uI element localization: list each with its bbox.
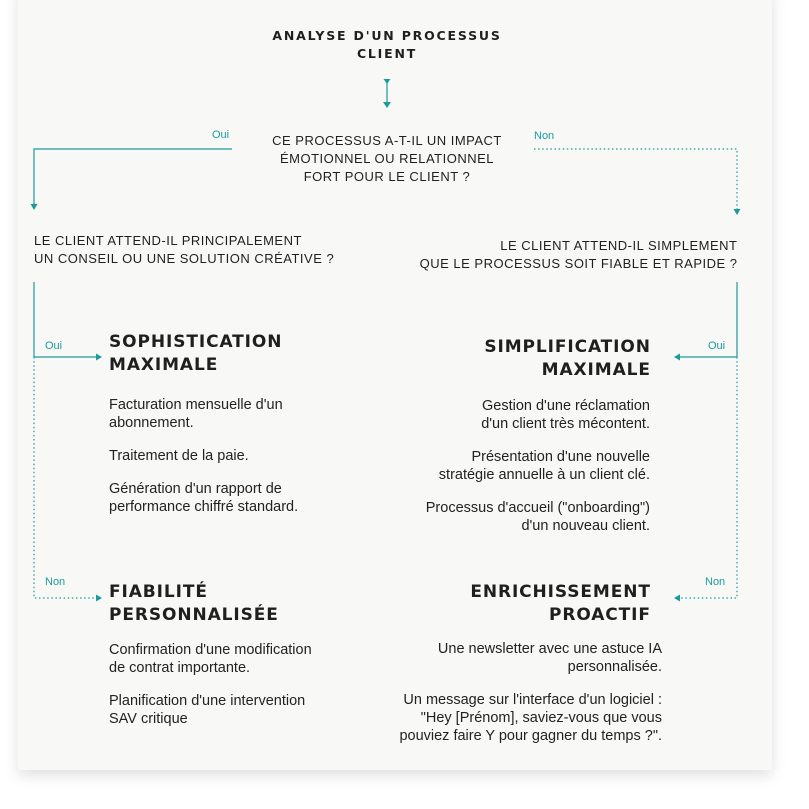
outcome-examples-top-right bbox=[426, 397, 650, 535]
outcome-title-line: FIABILITÉ bbox=[109, 582, 208, 602]
outcome-title-top-right bbox=[484, 336, 651, 382]
left-no-label: Non bbox=[45, 576, 66, 588]
title-line: CLIENT bbox=[356, 46, 418, 61]
start-marker-icon bbox=[384, 79, 391, 84]
example-line: Présentation d'une nouvelle bbox=[471, 449, 650, 465]
example-item bbox=[109, 641, 312, 677]
example-line: personnalisée. bbox=[567, 659, 662, 675]
example-item bbox=[426, 499, 650, 535]
question-line: FORT POUR LE CLIENT ? bbox=[303, 169, 471, 184]
right-yes-label: Oui bbox=[708, 340, 726, 352]
outcome-examples-top-left bbox=[109, 396, 298, 516]
outcome-examples-bottom-left bbox=[109, 641, 312, 728]
outcome-title-line: MAXIMALE bbox=[109, 355, 219, 375]
example-item bbox=[109, 447, 298, 465]
example-line: Confirmation d'une modification bbox=[109, 642, 312, 658]
left-yes-connector bbox=[34, 282, 96, 357]
arrowhead-down-icon bbox=[734, 209, 741, 215]
root-yes-label: Oui bbox=[212, 129, 230, 141]
example-item bbox=[399, 691, 662, 745]
example-line: de contrat importante. bbox=[109, 660, 251, 676]
outcome-title-bottom-right bbox=[470, 581, 651, 627]
example-item bbox=[426, 448, 650, 484]
question-line: LE CLIENT ATTEND-IL SIMPLEMENT bbox=[500, 238, 738, 253]
left-yes-label: Oui bbox=[45, 340, 63, 352]
right-question bbox=[420, 237, 738, 273]
example-line: d'un client très mécontent. bbox=[481, 416, 650, 432]
outcome-title-top-left bbox=[109, 331, 282, 377]
arrowhead-right-icon bbox=[96, 354, 102, 361]
example-line: Traitement de la paie. bbox=[109, 448, 249, 464]
arrowhead-left-icon bbox=[674, 354, 680, 361]
arrowhead-down-icon bbox=[31, 204, 38, 210]
arrowhead-right-icon bbox=[96, 595, 102, 602]
outcome-title-line: SIMPLIFICATION bbox=[484, 337, 651, 357]
example-item bbox=[109, 692, 312, 728]
example-line: Gestion d'une réclamation bbox=[481, 398, 650, 414]
example-line: abonnement. bbox=[109, 415, 194, 431]
example-line: Processus d'accueil ("onboarding") bbox=[425, 500, 650, 516]
diagram-title bbox=[237, 27, 537, 63]
outcome-title-bottom-left bbox=[109, 581, 279, 627]
question-line: UN CONSEIL OU UNE SOLUTION CRÉATIVE ? bbox=[34, 251, 335, 266]
example-item bbox=[109, 480, 298, 516]
example-line: Un message sur l'interface d'un logiciel : bbox=[403, 692, 662, 708]
arrowhead-left-icon bbox=[674, 595, 680, 602]
outcome-title-line: PROACTIF bbox=[548, 605, 651, 625]
outcome-title-line: SOPHISTICATION bbox=[109, 332, 283, 352]
right-no-connector bbox=[680, 357, 737, 598]
outcome-examples-bottom-right bbox=[399, 640, 662, 745]
example-line: d'un nouveau client. bbox=[521, 518, 650, 534]
example-line: performance chiffré standard. bbox=[109, 499, 299, 515]
right-no-label: Non bbox=[705, 576, 726, 588]
example-line: Génération d'un rapport de bbox=[109, 481, 282, 497]
left-no-connector bbox=[34, 357, 96, 598]
question-line: LE CLIENT ATTEND-IL PRINCIPALEMENT bbox=[34, 233, 302, 248]
example-item bbox=[426, 397, 650, 433]
example-line: Facturation mensuelle d'un bbox=[109, 397, 283, 413]
example-line: pouviez faire Y pour gagner du temps ?". bbox=[399, 728, 662, 744]
root-no-label: Non bbox=[534, 130, 555, 142]
example-line: Une newsletter avec une astuce IA bbox=[437, 641, 662, 657]
example-line: stratégie annuelle à un client clé. bbox=[438, 467, 650, 483]
question-line: ÉMOTIONNEL OU RELATIONNEL bbox=[279, 151, 495, 166]
example-item bbox=[109, 396, 298, 432]
question-line: CE PROCESSUS A-T-IL UN IMPACT bbox=[272, 133, 502, 148]
example-item bbox=[399, 640, 662, 676]
left-question bbox=[34, 232, 334, 268]
outcome-title-line: PERSONNALISÉE bbox=[109, 605, 279, 625]
example-line: SAV critique bbox=[109, 711, 188, 727]
example-line: "Hey [Prénom], saviez-vous que vous bbox=[420, 710, 662, 726]
outcome-title-line: MAXIMALE bbox=[541, 360, 651, 380]
root-question bbox=[187, 132, 587, 186]
outcome-title-line: ENRICHISSEMENT bbox=[470, 582, 651, 602]
arrowhead-down-icon bbox=[383, 102, 391, 108]
title-line: ANALYSE D'UN PROCESSUS bbox=[272, 28, 502, 43]
question-line: QUE LE PROCESSUS SOIT FIABLE ET RAPIDE ? bbox=[419, 256, 738, 271]
example-line: Planification d'une intervention bbox=[109, 693, 306, 709]
